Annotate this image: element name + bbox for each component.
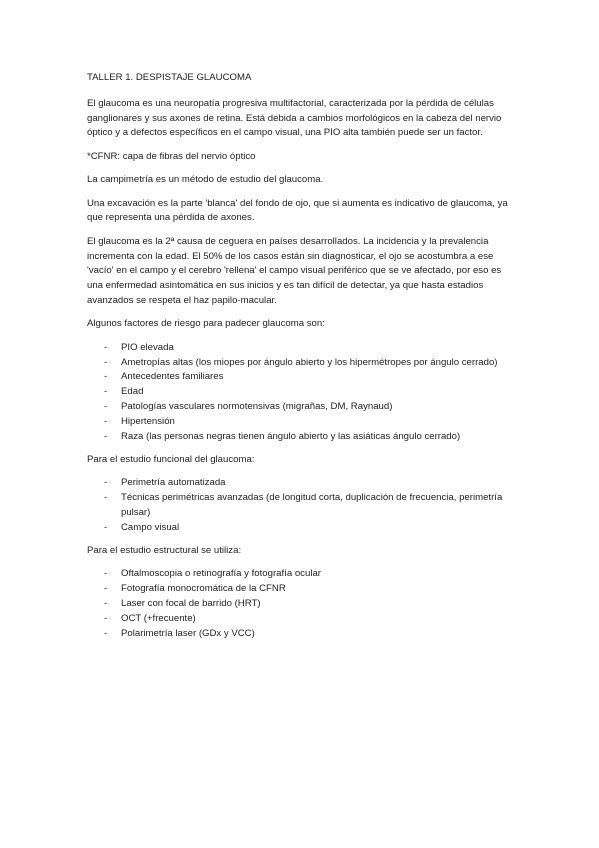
list-item-text: Polarimetría laser (GDx y VCC) (121, 627, 255, 639)
list-item-text: Perimetría automatizada (121, 477, 226, 489)
dash-bullet: - (104, 612, 108, 624)
dash-bullet: - (104, 356, 108, 368)
list-item-text: Hipertensión (121, 415, 175, 427)
paragraph-definition: El glaucoma es una neuropatía progresiva multifactorial, caracterizada por la pérdida de células ganglionares y sus axones de retina. Está debida a cambios morfológicos en la cabeza del nervio óptico y a defectos específicos en el campo visual, una PIO alta también puede ser un factor. (87, 97, 502, 139)
list-item (87, 341, 519, 356)
list-item-text: Campo visual (121, 521, 180, 533)
risk-factors-intro: Algunos factores de riesgo para padecer glaucoma son: (87, 318, 325, 330)
dash-bullet: - (104, 598, 108, 610)
list-item (87, 476, 519, 491)
dash-bullet: - (104, 492, 108, 504)
functional-study-list (87, 476, 519, 535)
dash-bullet: - (104, 583, 108, 595)
list-item-text: Ametropías altas (los miopes por ángulo abierto y los hipermétropes por ángulo cerrado) (121, 356, 498, 368)
dash-bullet: - (104, 341, 108, 353)
risk-factors-list (87, 341, 519, 445)
list-item-text: Edad (121, 386, 144, 398)
list-item-text: Laser con focal de barrido (HRT) (121, 598, 261, 610)
list-item (87, 627, 519, 642)
functional-study-intro: Para el estudio funcional del glaucoma: (87, 453, 255, 465)
document-page (87, 71, 519, 650)
dash-bullet: - (104, 627, 108, 639)
list-item (87, 567, 519, 582)
list-item-text: Fotografía monocromática de la CFNR (121, 583, 286, 595)
list-item (87, 491, 519, 521)
list-item (87, 521, 519, 536)
dash-bullet: - (104, 521, 108, 533)
list-item (87, 385, 519, 400)
list-item-text: Oftalmoscopia o retinografía y fotografía ocular (121, 568, 321, 580)
list-item (87, 400, 519, 415)
paragraph-epidemiology: El glaucoma es la 2ª causa de ceguera en países desarrollados. La incidencia y la prevalencia incrementa con la edad. El 50% de los casos están sin diagnosticar, el ojo se acostumbra a ese 'vacío' en el campo y el cerebro 'rellena' el campo visual periférico que se ve afectado, por eso es una enfermedad asintomática en sus inicios y es tan difícil de detectar, ya que hasta estadios avanzados se respeta el haz papilo-macular. (87, 235, 502, 306)
dash-bullet: - (104, 386, 108, 398)
dash-bullet: - (104, 430, 108, 442)
list-item-text: Técnicas perimétricas avanzadas (de longitud corta, duplicación de frecuencia, perimetría pulsar) (121, 492, 503, 518)
list-item (87, 370, 519, 385)
paragraph-excavacion: Una excavación es la parte 'blanca' del fondo de ojo, que si aumenta es indicativo de glaucoma, ya que representa una pérdida de axones. (87, 197, 508, 224)
list-item-text: Raza (las personas negras tienen ángulo abierto y las asiáticas ángulo cerrado) (121, 430, 461, 442)
dash-bullet: - (104, 568, 108, 580)
list-item (87, 430, 519, 445)
list-item-text: OCT (+frecuente) (121, 612, 196, 624)
list-item-text: Patologías vasculares normotensivas (migrañas, DM, Raynaud) (121, 400, 393, 412)
structural-study-list (87, 567, 519, 641)
list-item-text: PIO elevada (121, 341, 174, 353)
list-item (87, 356, 519, 371)
document-title: TALLER 1. DESPISTAJE GLAUCOMA (87, 72, 252, 83)
list-item (87, 612, 519, 627)
paragraph-cfnr-note: *CFNR: capa de fibras del nervio óptico (87, 150, 256, 162)
dash-bullet: - (104, 415, 108, 427)
dash-bullet: - (104, 400, 108, 412)
list-item (87, 597, 519, 612)
list-item (87, 582, 519, 597)
dash-bullet: - (104, 371, 108, 383)
paragraph-campimetria: La campimetría es un método de estudio del glaucoma. (87, 174, 324, 186)
structural-study-intro: Para el estudio estructural se utiliza: (87, 545, 242, 557)
list-item-text: Antecedentes familiares (121, 371, 224, 383)
dash-bullet: - (104, 477, 108, 489)
list-item (87, 415, 519, 430)
